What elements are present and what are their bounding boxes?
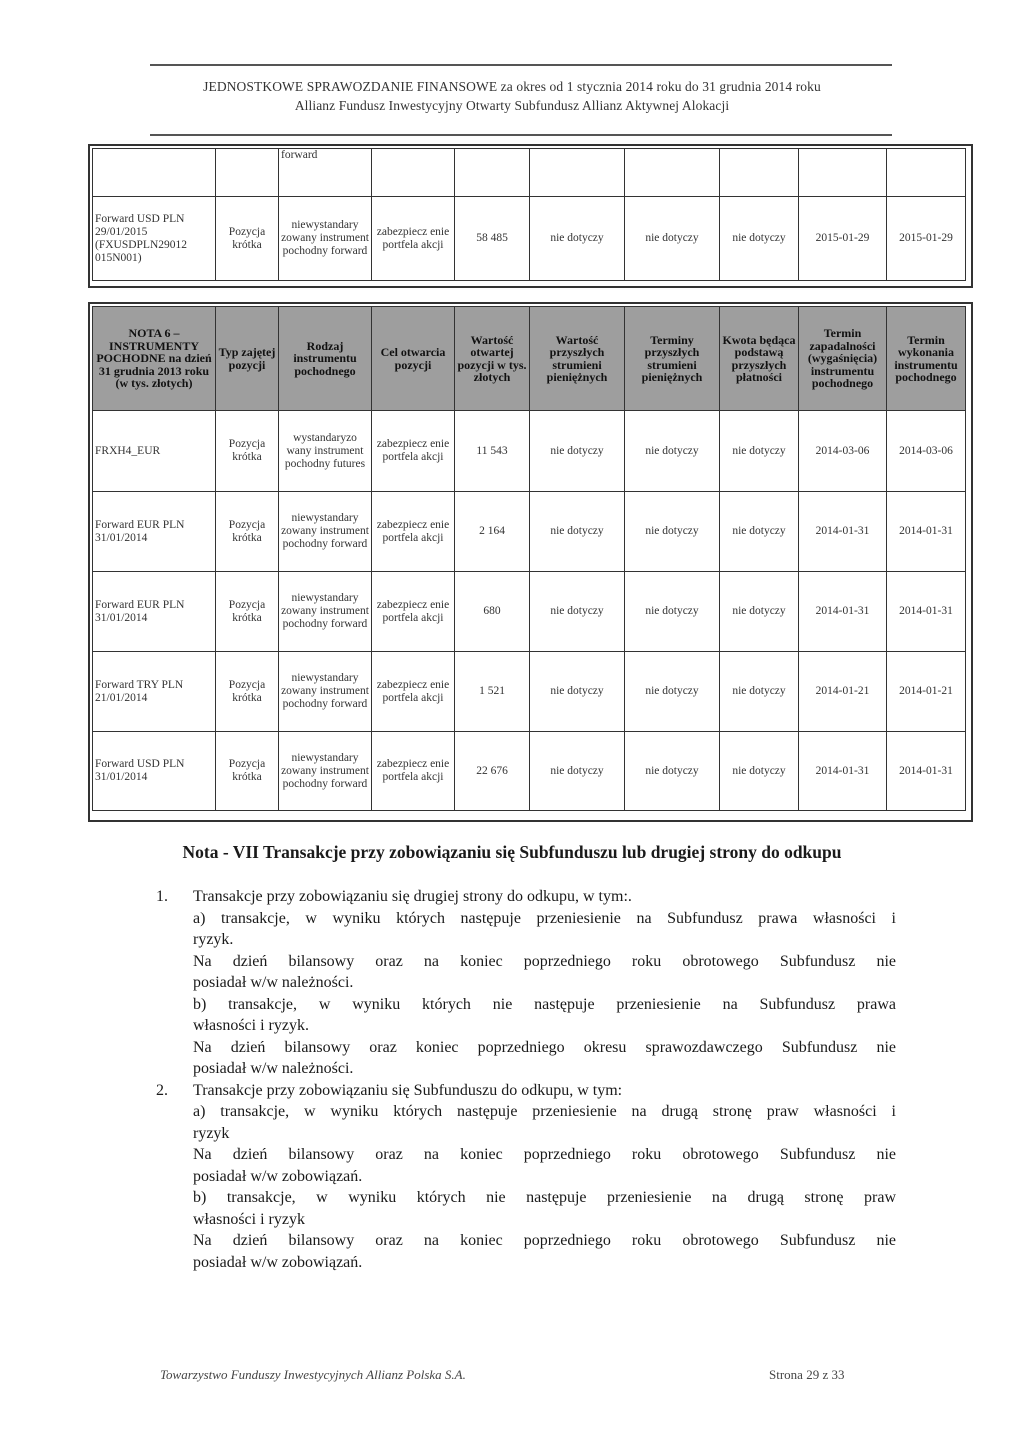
table-cell: 11 543 [455,411,530,492]
table-cell: nie dotyczy [625,732,720,811]
table-cell: nie dotyczy [720,572,799,652]
table-cell: nie dotyczy [530,652,625,732]
paragraph-line: Transakcje przy zobowiązaniu się drugiej strony do odkupu, w tym:. [193,888,632,905]
table-cell: nie dotyczy [625,652,720,732]
table-header-row [93,307,966,411]
table-cell: nie dotyczy [720,732,799,811]
table-cell: Pozycja krótka [216,732,279,811]
derivatives-table-continued [92,148,966,281]
fund-name: Allianz Fundusz Inwestycyjny Otwarty Subfundusz Allianz Aktywnej Alokacji [294,98,730,113]
table-cell: 58 485 [455,197,530,281]
table-cell: nie dotyczy [720,652,799,732]
table-cell: 2014-01-21 [799,652,887,732]
column-header: Wartość otwartej pozycji w tys. złotych [455,307,530,411]
table-cell: 2014-01-31 [799,492,887,572]
table-cell: niewystandary zowany instrument pochodny forward [279,492,372,572]
table-cell: 2014-01-31 [887,732,966,811]
table-row [93,197,966,281]
paragraph-line: a) transakcje, w wyniku których następuje przeniesienie na drugą stronę praw własności i [193,1103,896,1120]
paragraph-line: b) transakcje, w wyniku których nie następuje przeniesienie na Subfundusz prawa [193,995,896,1013]
column-header: Termin zapadalności (wygaśnięcia) instrumentu pochodnego [799,307,887,411]
table-cell: Pozycja krótka [216,652,279,732]
table-cell: wystandaryzo wany instrument pochodny futures [279,411,372,492]
table-cell: nie dotyczy [720,411,799,492]
table-cell: Forward EUR PLN 31/01/2014 [93,572,216,652]
table-cell: zabezpiecz enie portfela akcji [372,492,455,572]
table-row [93,652,966,732]
table-cell: Forward USD PLN 29/01/2015 (FXUSDPLN29012 015N001) [93,197,216,281]
paragraph-line: Na dzień bilansowy oraz na koniec poprzedniego roku obrotowego Subfundusz nie [193,1146,896,1163]
table-cell: 2014-03-06 [799,411,887,492]
table-cell: Pozycja krótka [216,411,279,492]
table-cell: nie dotyczy [720,492,799,572]
list-item [156,1080,896,1274]
paragraph-line: Na dzień bilansowy oraz na koniec poprzedniego roku obrotowego Subfundusz nie [193,952,896,970]
list-item [156,886,896,1080]
paragraph-line: posiadał w/w zobowiązań. [193,1253,363,1271]
table-cell: niewystandary zowany instrument pochodny forward [279,197,372,281]
table-cell: nie dotyczy [530,197,625,281]
footer-company: Towarzystwo Funduszy Inwestycyjnych Allianz Polska S.A. [160,1367,466,1382]
table-cell: nie dotyczy [530,732,625,811]
table-cell: zabezpiecz enie portfela akcji [372,197,455,281]
table-cell: 1 521 [455,652,530,732]
table-cell: FRXH4_EUR [93,411,216,492]
paragraph-line: Na dzień bilansowy oraz na koniec poprzedniego roku obrotowego Subfundusz nie [193,1232,896,1249]
item-body [193,1080,896,1274]
paragraph-line: posiadał w/w zobowiązań. [193,1167,363,1185]
paragraph-line: ryzyk. [193,931,234,948]
table-cell: 2015-01-29 [887,197,966,281]
table-cell: niewystandary zowany instrument pochodny forward [279,652,372,732]
table-cell: Forward EUR PLN 31/01/2014 [93,492,216,572]
table-cell: nie dotyczy [530,411,625,492]
table-row [93,492,966,572]
table-cell: Forward USD PLN 31/01/2014 [93,732,216,811]
paragraph-line: własności i ryzyk [193,1210,305,1228]
column-header: NOTA 6 – INSTRUMENTY POCHODNE na dzień 31 grudnia 2013 roku (w tys. złotych) [93,307,216,411]
table-cell: niewystandary zowany instrument pochodny forward [279,572,372,652]
table1-top-row [93,149,966,197]
table-cell: nie dotyczy [530,492,625,572]
item-body [193,886,896,1080]
paragraph-line: posiadał w/w należności. [193,974,354,991]
paragraph-line: Na dzień bilansowy oraz koniec poprzedniego okresu sprawozdawczego Subfundusz nie [193,1038,896,1056]
paragraph-line: Transakcje przy zobowiązaniu się Subfunduszu do odkupu, w tym: [193,1081,623,1099]
column-header: Termin wykonania instrumentu pochodnego [887,307,966,411]
header-rule-bottom [150,134,892,136]
table-cell: 2 164 [455,492,530,572]
column-header: Kwota będąca podstawą przyszłych płatności [720,307,799,411]
column-header: Wartość przyszłych strumieni pieniężnych [530,307,625,411]
paragraph-line: własności i ryzyk. [193,1017,309,1034]
paragraph-line: ryzyk [193,1124,230,1142]
table-cell: zabezpiecz enie portfela akcji [372,411,455,492]
table-cell: 2015-01-29 [799,197,887,281]
table-cell: zabezpiecz enie portfela akcji [372,732,455,811]
table-cell: nie dotyczy [625,572,720,652]
table-cell: Pozycja krótka [216,572,279,652]
section-title: Nota - VII Transakcje przy zobowiązaniu się Subfunduszu lub drugiej strony do odkupu [182,842,842,862]
table-cell: nie dotyczy [720,197,799,281]
table-cell: nie dotyczy [530,572,625,652]
nota-list [156,886,896,1273]
header-rule-top [150,64,892,66]
table-row [93,572,966,652]
table-row [93,411,966,492]
table-cell: nie dotyczy [625,492,720,572]
item-number: 1. [156,888,168,905]
paragraph-line: posiadał w/w należności. [193,1060,354,1077]
table-row [93,732,966,811]
report-title: JEDNOSTKOWE SPRAWOZDANIE FINANSOWE za okres od 1 stycznia 2014 roku do 31 grudnia 2014 roku [203,79,821,94]
column-header: Terminy przyszłych strumieni pieniężnych [625,307,720,411]
table-cell: Forward TRY PLN 21/01/2014 [93,652,216,732]
column-header: Cel otwarcia pozycji [372,307,455,411]
table-cell: 2014-01-31 [887,492,966,572]
paragraph-line: a) transakcje, w wyniku których następuje przeniesienie na Subfundusz prawa własności i [193,909,896,927]
column-header: Typ zajętej pozycji [216,307,279,411]
table-cell: Pozycja krótka [216,197,279,281]
table-cell: 2014-03-06 [887,411,966,492]
paragraph-line: b) transakcje, w wyniku których nie następuje przeniesienie na drugą stronę praw [193,1189,896,1206]
table-cell: zabezpiecz enie portfela akcji [372,652,455,732]
table-cell: 2014-01-31 [799,572,887,652]
table-cell: 2014-01-31 [887,572,966,652]
table-cell: nie dotyczy [625,197,720,281]
item-number: 2. [156,1081,168,1099]
table-cell: 2014-01-31 [799,732,887,811]
table1-cell: forward [279,149,372,197]
page-number: Strona 29 z 33 [769,1367,845,1382]
table-cell: Pozycja krótka [216,492,279,572]
derivatives-table-2013 [92,306,966,811]
table-cell: 680 [455,572,530,652]
table-cell: nie dotyczy [625,411,720,492]
table-cell: niewystandary zowany instrument pochodny forward [279,732,372,811]
table-cell: 22 676 [455,732,530,811]
table-cell: zabezpiecz enie portfela akcji [372,572,455,652]
column-header: Rodzaj instrumentu pochodnego [279,307,372,411]
table-cell: 2014-01-21 [887,652,966,732]
